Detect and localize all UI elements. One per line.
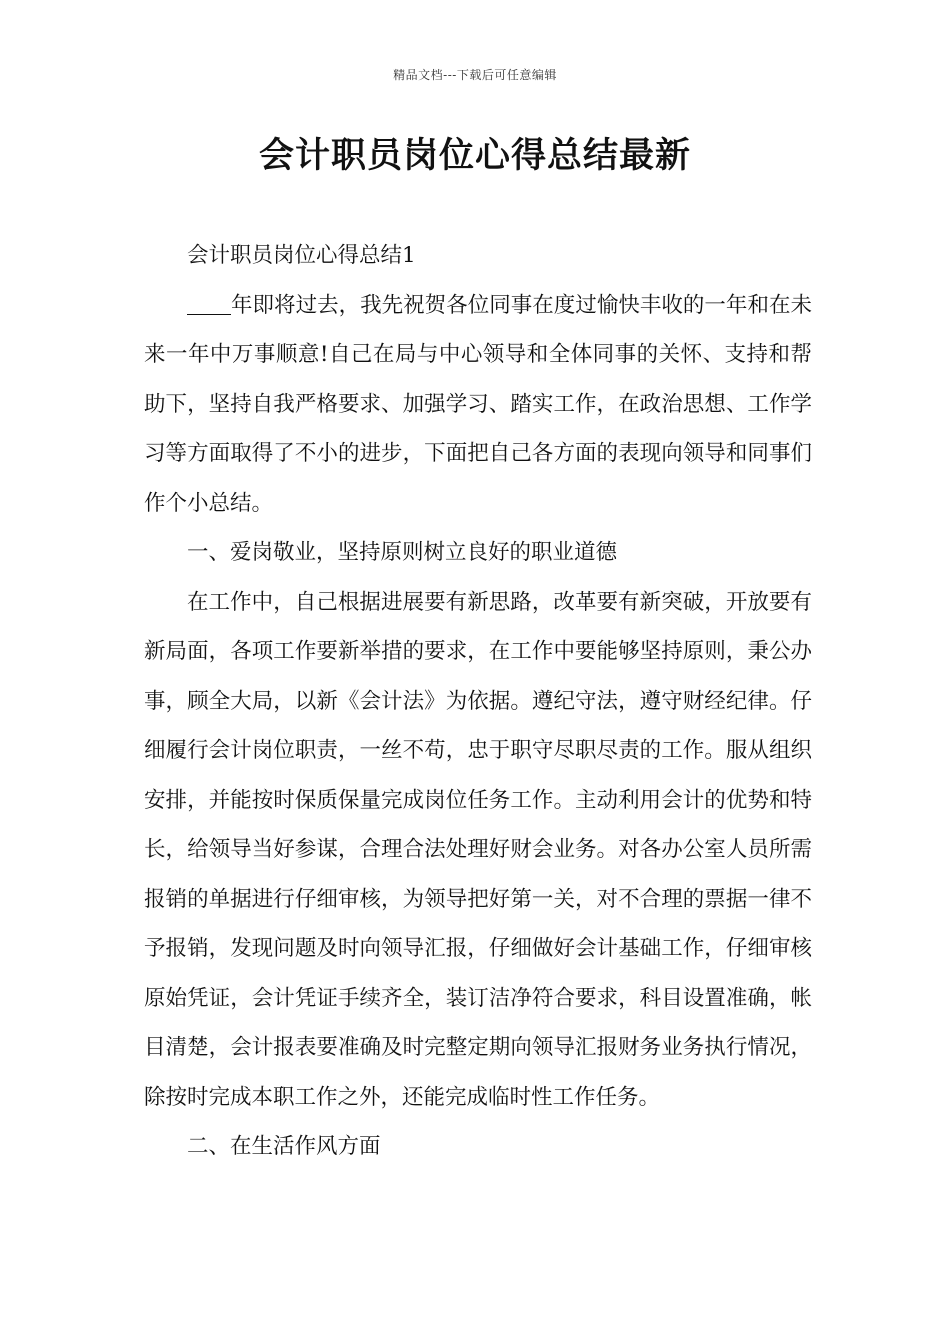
document-title: 会计职员岗位心得总结最新 [258,136,691,176]
paragraph-work: 在工作中，自己根据进展要有新思路，改革要有新突破，开放要有新局面，各项工作要新举措的要求，在工作中要能够坚持原则，秉公办事，顾全大局，以新《会计法》为依据。遵纪守法，遵守财经纪律。仔细履行会计岗位职责，一丝不苟，忠于职守尽职尽责的工作。服从组织安排，并能按时保质保量完成岗位任务工作。主动利用会计的优势和特长，给领导当好参谋，合理合法处理好财会业务。对各办公室人员所需报销的单据进行仔细审核，为领导把好第一关，对不合理的票据一律不予报销，发现问题及时向领导汇报，仔细做好会计基础工作，仔细审核原始凭证，会计凭证手续齐全，装订洁净符合要求，科目设置准确，帐目清楚，会计报表要准确及时完整定期向领导汇报财务业务执行情况，除按时完成本职工作之外，还能完成临时性工作任务。 [144,589,812,1110]
blank-underline [187,292,231,315]
section-subtitle: 会计职员岗位心得总结1 [187,243,416,268]
section-heading-1: 一、爱岗敬业，坚持原则树立良好的职业道德 [187,540,618,565]
header-note: 精品文档---下载后可任意编辑 [393,68,557,82]
paragraph-intro-text: 年即将过去，我先祝贺各位同事在度过愉快丰收的一年和在未来一年中万事顺意!自己在局与中心领导和全体同事的关怀、支持和帮助下，坚持自我严格要求、加强学习、踏实工作，在政治思想、工作学习等方面取得了不小的进步，下面把自己各方面的表现向领导和同事们作个小总结。 [144,292,812,516]
section-heading-2: 二、在生活作风方面 [187,1134,381,1159]
document-body [144,231,812,1172]
paragraph-intro [144,281,812,529]
